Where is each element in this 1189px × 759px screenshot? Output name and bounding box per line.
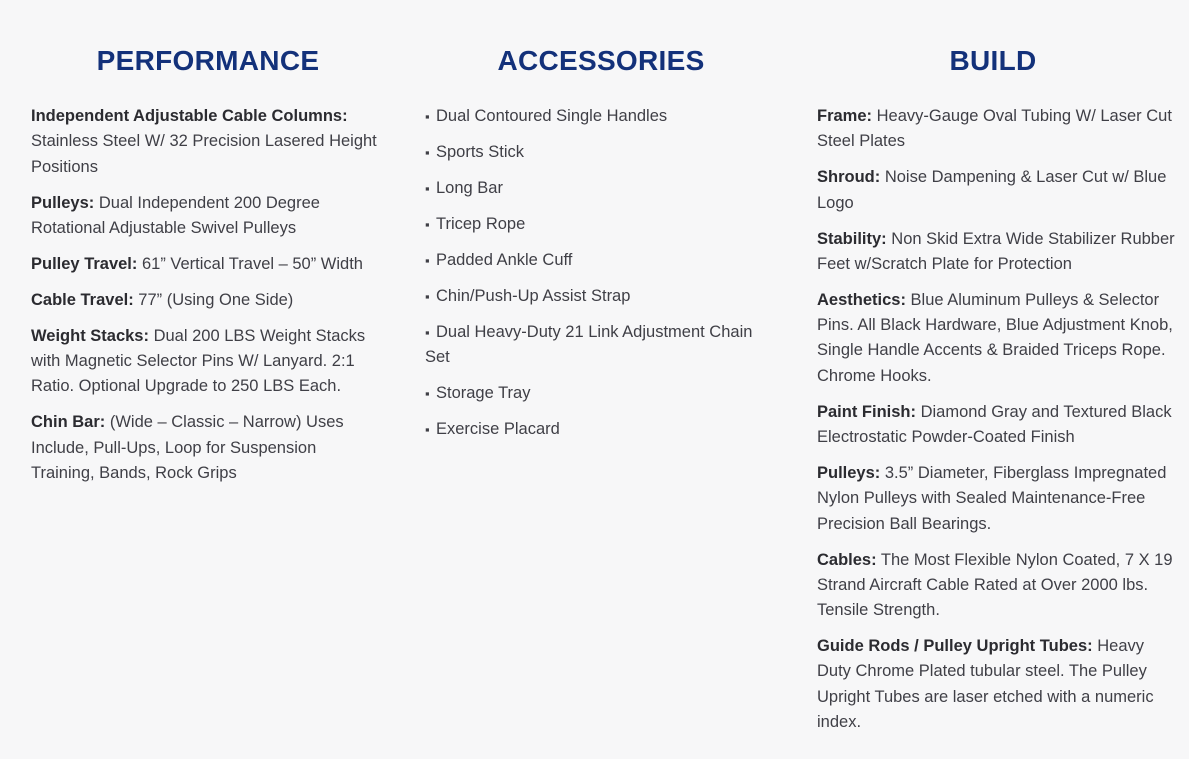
spec-text: Blue Aluminum Pulleys & Selector Pins. All Black Hardware, Blue Adjustment Knob, Single Handle Accents & Braided Triceps Rope. Chrome Hooks. [817,290,1173,385]
spec-item [817,634,1177,735]
performance-heading: PERFORMANCE [96,45,320,76]
build-list [817,104,1177,746]
spec-text: Diamond Gray and Textured Black Electrostatic Powder-Coated Finish [817,402,1172,447]
spec-item [31,191,381,242]
spec-label: Stability: [817,229,887,248]
accessories-heading: ACCESSORIES [497,45,705,76]
spec-text: (Wide – Classic – Narrow) Uses Include, Pull-Ups, Loop for Suspension Training, Bands, Rock Grips [31,413,344,482]
spec-item [817,165,1177,216]
accessory-text: Exercise Placard [436,420,560,439]
accessory-text: Padded Ankle Cuff [436,250,573,269]
spec-label: Shroud: [817,168,881,187]
spec-item [817,461,1177,537]
spec-text: Dual Independent 200 Degree Rotational Adjustable Swivel Pulleys [31,193,320,237]
accessory-text: Long Bar [436,178,503,197]
spec-text: Stainless Steel W/ 32 Precision Lasered Height Positions [31,132,377,176]
spec-item [817,227,1177,278]
bullet-icon: ▪ [425,422,430,438]
spec-text: 61” Vertical Travel – 50” Width [137,254,363,273]
bullet-icon: ▪ [425,324,430,340]
bullet-icon: ▪ [425,252,430,268]
bullet-icon: ▪ [425,180,430,196]
spec-label: Frame: [817,107,873,125]
spec-item [31,252,381,277]
spec-label: Cable Travel: [31,290,134,309]
build-heading: BUILD [949,45,1037,76]
accessory-text: Chin/Push-Up Assist Strap [436,286,631,305]
accessory-item [425,320,777,371]
accessory-item [425,417,777,442]
spec-item [817,104,1177,155]
spec-item [31,104,381,180]
spec-item [31,288,381,313]
spec-item [31,410,381,486]
accessories-list [425,104,777,453]
accessory-item [425,284,777,309]
accessory-item [425,212,777,237]
spec-label: Pulley Travel: [31,254,138,273]
spec-label: Pulleys: [817,464,881,482]
spec-label: Weight Stacks: [31,326,149,345]
spec-text: Heavy-Gauge Oval Tubing W/ Laser Cut Steel Plates [817,107,1172,151]
accessory-item [425,248,777,273]
spec-item [817,288,1177,389]
accessory-item [425,381,777,406]
spec-text: Dual 200 LBS Weight Stacks with Magnetic Selector Pins W/ Lanyard. 2:1 Ratio. Optional Upgrade to 250 LBS Each. [31,326,366,396]
spec-text: 77” (Using One Side) [133,290,294,309]
spec-label: Aesthetics: [817,290,906,309]
accessory-text: Sports Stick [436,142,525,161]
accessory-item [425,176,777,201]
bullet-icon: ▪ [425,216,430,232]
accessory-text: Storage Tray [436,384,531,403]
spec-text: The Most Flexible Nylon Coated, 7 X 19 Strand Aircraft Cable Rated at Over 2000 lbs. Tensile Strength. [817,550,1173,620]
spec-item [817,548,1177,624]
spec-item [31,324,381,400]
spec-label: Paint Finish: [817,402,916,421]
accessory-text: Dual Contoured Single Handles [436,107,668,125]
spec-label: Pulleys: [31,193,95,212]
spec-item [817,400,1177,451]
bullet-icon: ▪ [425,288,430,304]
bullet-icon: ▪ [425,386,430,402]
bullet-icon: ▪ [425,144,430,160]
spec-label: Independent Adjustable Cable Columns: [31,107,348,125]
spec-label: Cables: [817,550,877,569]
accessory-item [425,104,777,129]
performance-list [31,104,381,497]
spec-label: Chin Bar: [31,413,106,432]
spec-label: Guide Rods / Pulley Upright Tubes: [817,637,1093,656]
spec-text: Heavy Duty Chrome Plated tubular steel. The Pulley Upright Tubes are laser etched with a numeric index. [817,637,1154,732]
bullet-icon: ▪ [425,109,430,124]
spec-text: Non Skid Extra Wide Stabilizer Rubber Feet w/Scratch Plate for Protection [817,229,1175,273]
spec-text: 3.5” Diameter, Fiberglass Impregnated Nylon Pulleys with Sealed Maintenance-Free Precision Ball Bearings. [817,464,1167,533]
accessory-item [425,140,777,165]
accessory-text: Dual Heavy-Duty 21 Link Adjustment Chain Set [425,322,753,367]
accessory-text: Tricep Rope [436,214,526,233]
spec-text: Noise Dampening & Laser Cut w/ Blue Logo [817,168,1167,212]
